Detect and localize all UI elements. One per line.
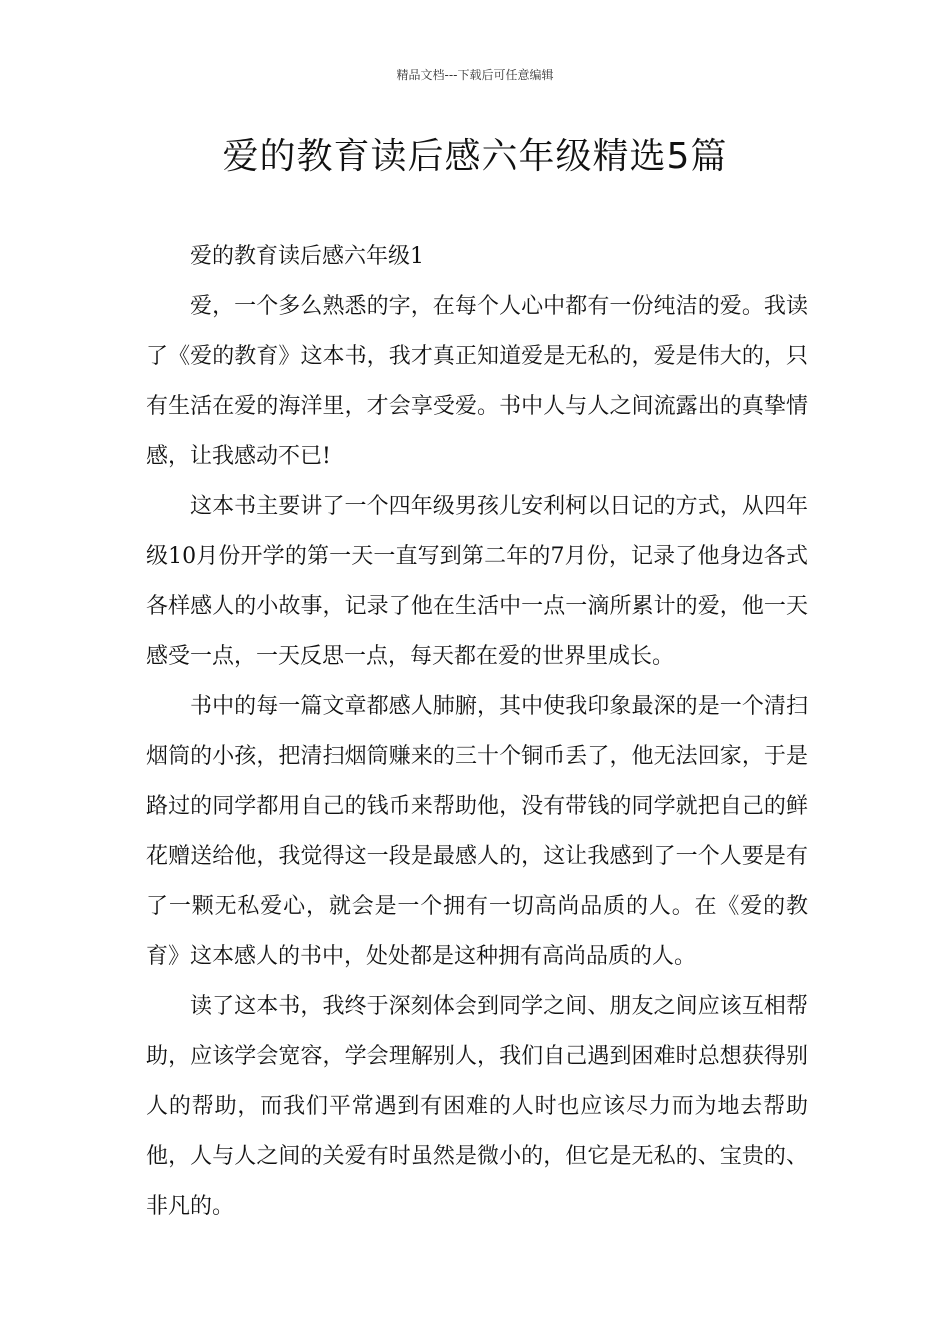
- paragraph-3: 书中的每一篇文章都感人肺腑，其中使我印象最深的是一个清扫烟筒的小孩，把清扫烟筒赚来的三十个铜币丢了，他无法回家，于是路过的同学都用自己的钱币来帮助他，没有带钱的同学就把自己的鲜花赠送给他，我觉得这一段是最感人的，这让我感到了一个人要是有了一颗无私爱心，就会是一个拥有一切高尚品质的人。在《爱的教育》这本感人的书中，处处都是这种拥有高尚品质的人。: [146, 694, 808, 969]
- document-body: [146, 232, 808, 1232]
- section-heading: 爱的教育读后感六年级1: [190, 244, 424, 269]
- paragraph-1: 爱，一个多么熟悉的字，在每个人心中都有一份纯洁的爱。我读了《爱的教育》这本书，我才真正知道爱是无私的，爱是伟大的，只有生活在爱的海洋里，才会享受爱。书中人与人之间流露出的真挚情感，让我感动不已!: [146, 294, 808, 469]
- header-note: 精品文档---下载后可任意编辑: [396, 68, 554, 82]
- paragraph-2: 这本书主要讲了一个四年级男孩儿安利柯以日记的方式，从四年级10月份开学的第一天一直写到第二年的7月份，记录了他身边各式各样感人的小故事，记录了他在生活中一点一滴所累计的爱，他一天感受一点，一天反思一点，每天都在爱的世界里成长。: [146, 494, 808, 669]
- document-title: 爱的教育读后感六年级精选5篇: [222, 136, 728, 177]
- paragraph-4: 读了这本书，我终于深刻体会到同学之间、朋友之间应该互相帮助，应该学会宽容，学会理解别人，我们自己遇到困难时总想获得别人的帮助，而我们平常遇到有困难的人时也应该尽力而为地去帮助他，人与人之间的关爱有时虽然是微小的，但它是无私的、宝贵的、非凡的。: [146, 994, 808, 1219]
